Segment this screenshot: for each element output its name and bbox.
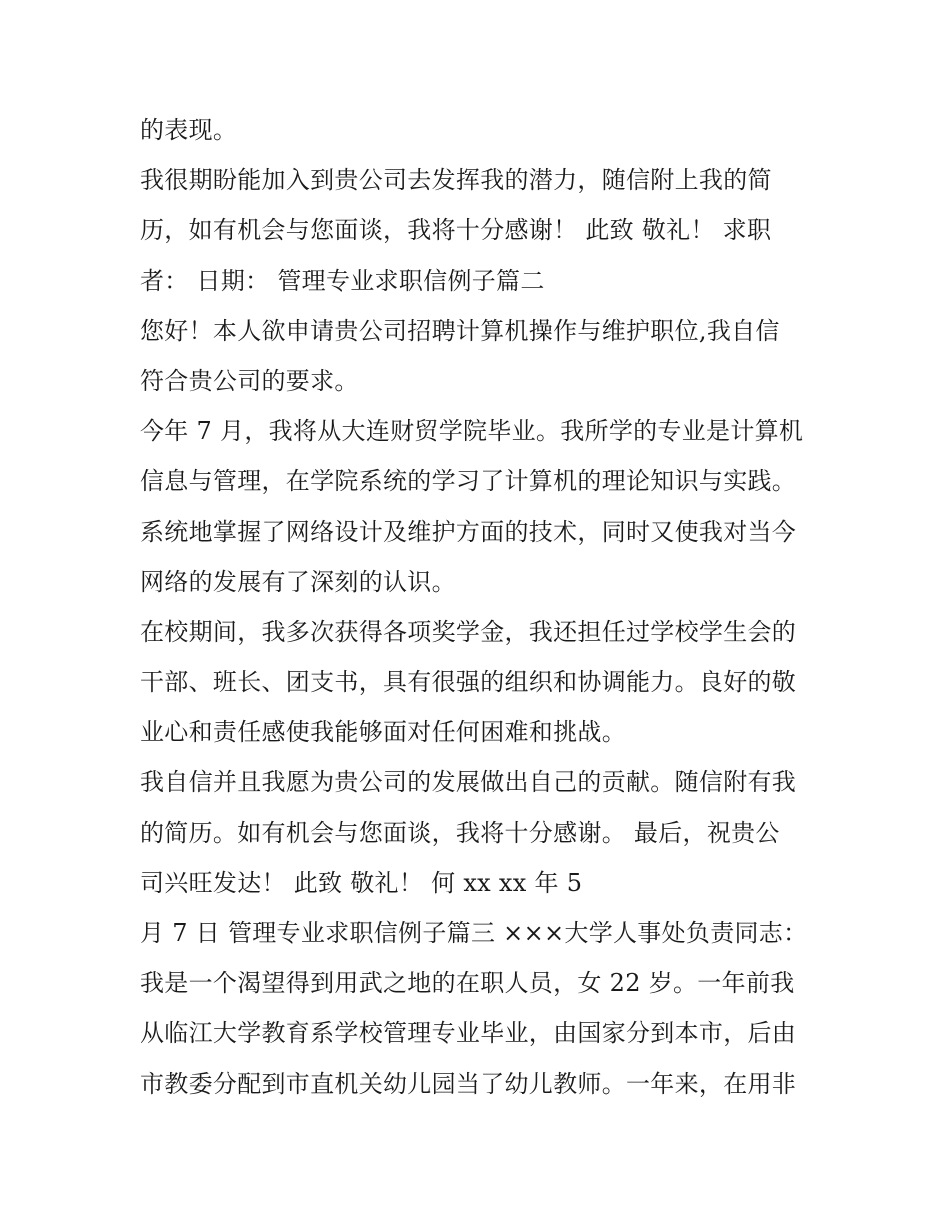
text-line: 市教委分配到市直机关幼儿园当了幼儿教师。一年来，在用非 <box>140 1069 797 1098</box>
text-line: 从临江大学教育系学校管理专业毕业，由国家分到本市，后由 <box>140 1019 797 1048</box>
text-line: 者： 日期： 管理专业求职信例子篇二 <box>140 266 545 295</box>
text-line: 我自信并且我愿为贵公司的发展做出自己的贡献。随信附有我 <box>140 768 797 797</box>
text-line: 我是一个渴望得到用武之地的在职人员，女 22 岁。一年前我 <box>140 969 795 998</box>
text-line: 我很期盼能加入到贵公司去发挥我的潜力，随信附上我的简 <box>140 166 772 195</box>
text-line: 干部、班长、团支书，具有很强的组织和协调能力。良好的敬 <box>140 668 797 697</box>
text-line: 月 7 日 管理专业求职信例子篇三 ×××大学人事处负责同志： <box>140 919 808 947</box>
text-line: 的表现。 <box>140 116 238 144</box>
text-line: 信息与管理，在学院系统的学习了计算机的理论知识与实践。 <box>140 467 797 496</box>
document-body <box>140 108 820 1112</box>
text-line: 历，如有机会与您面谈，我将十分感谢！ 此致 敬礼！ 求职 <box>140 216 772 245</box>
text-line: 系统地掌握了网络设计及维护方面的技术，同时又使我对当今 <box>140 517 797 546</box>
text-line: 您好！本人欲申请贵公司招聘计算机操作与维护职位,我自信 <box>140 316 780 345</box>
text-line: 网络的发展有了深刻的认识。 <box>140 567 456 596</box>
text-line: 今年 7 月，我将从大连财贸学院毕业。我所学的专业是计算机 <box>140 417 804 446</box>
text-line: 的简历。如有机会与您面谈，我将十分感谢。 最后，祝贵公 <box>140 818 780 847</box>
text-line: 在校期间，我多次获得各项奖学金，我还担任过学校学生会的 <box>140 617 797 646</box>
text-line: 司兴旺发达！ 此致 敬礼！ 何 xx xx 年 5 <box>140 868 583 897</box>
text-line: 业心和责任感使我能够面对任何困难和挑战。 <box>140 718 626 747</box>
text-line: 符合贵公司的要求。 <box>140 366 359 395</box>
